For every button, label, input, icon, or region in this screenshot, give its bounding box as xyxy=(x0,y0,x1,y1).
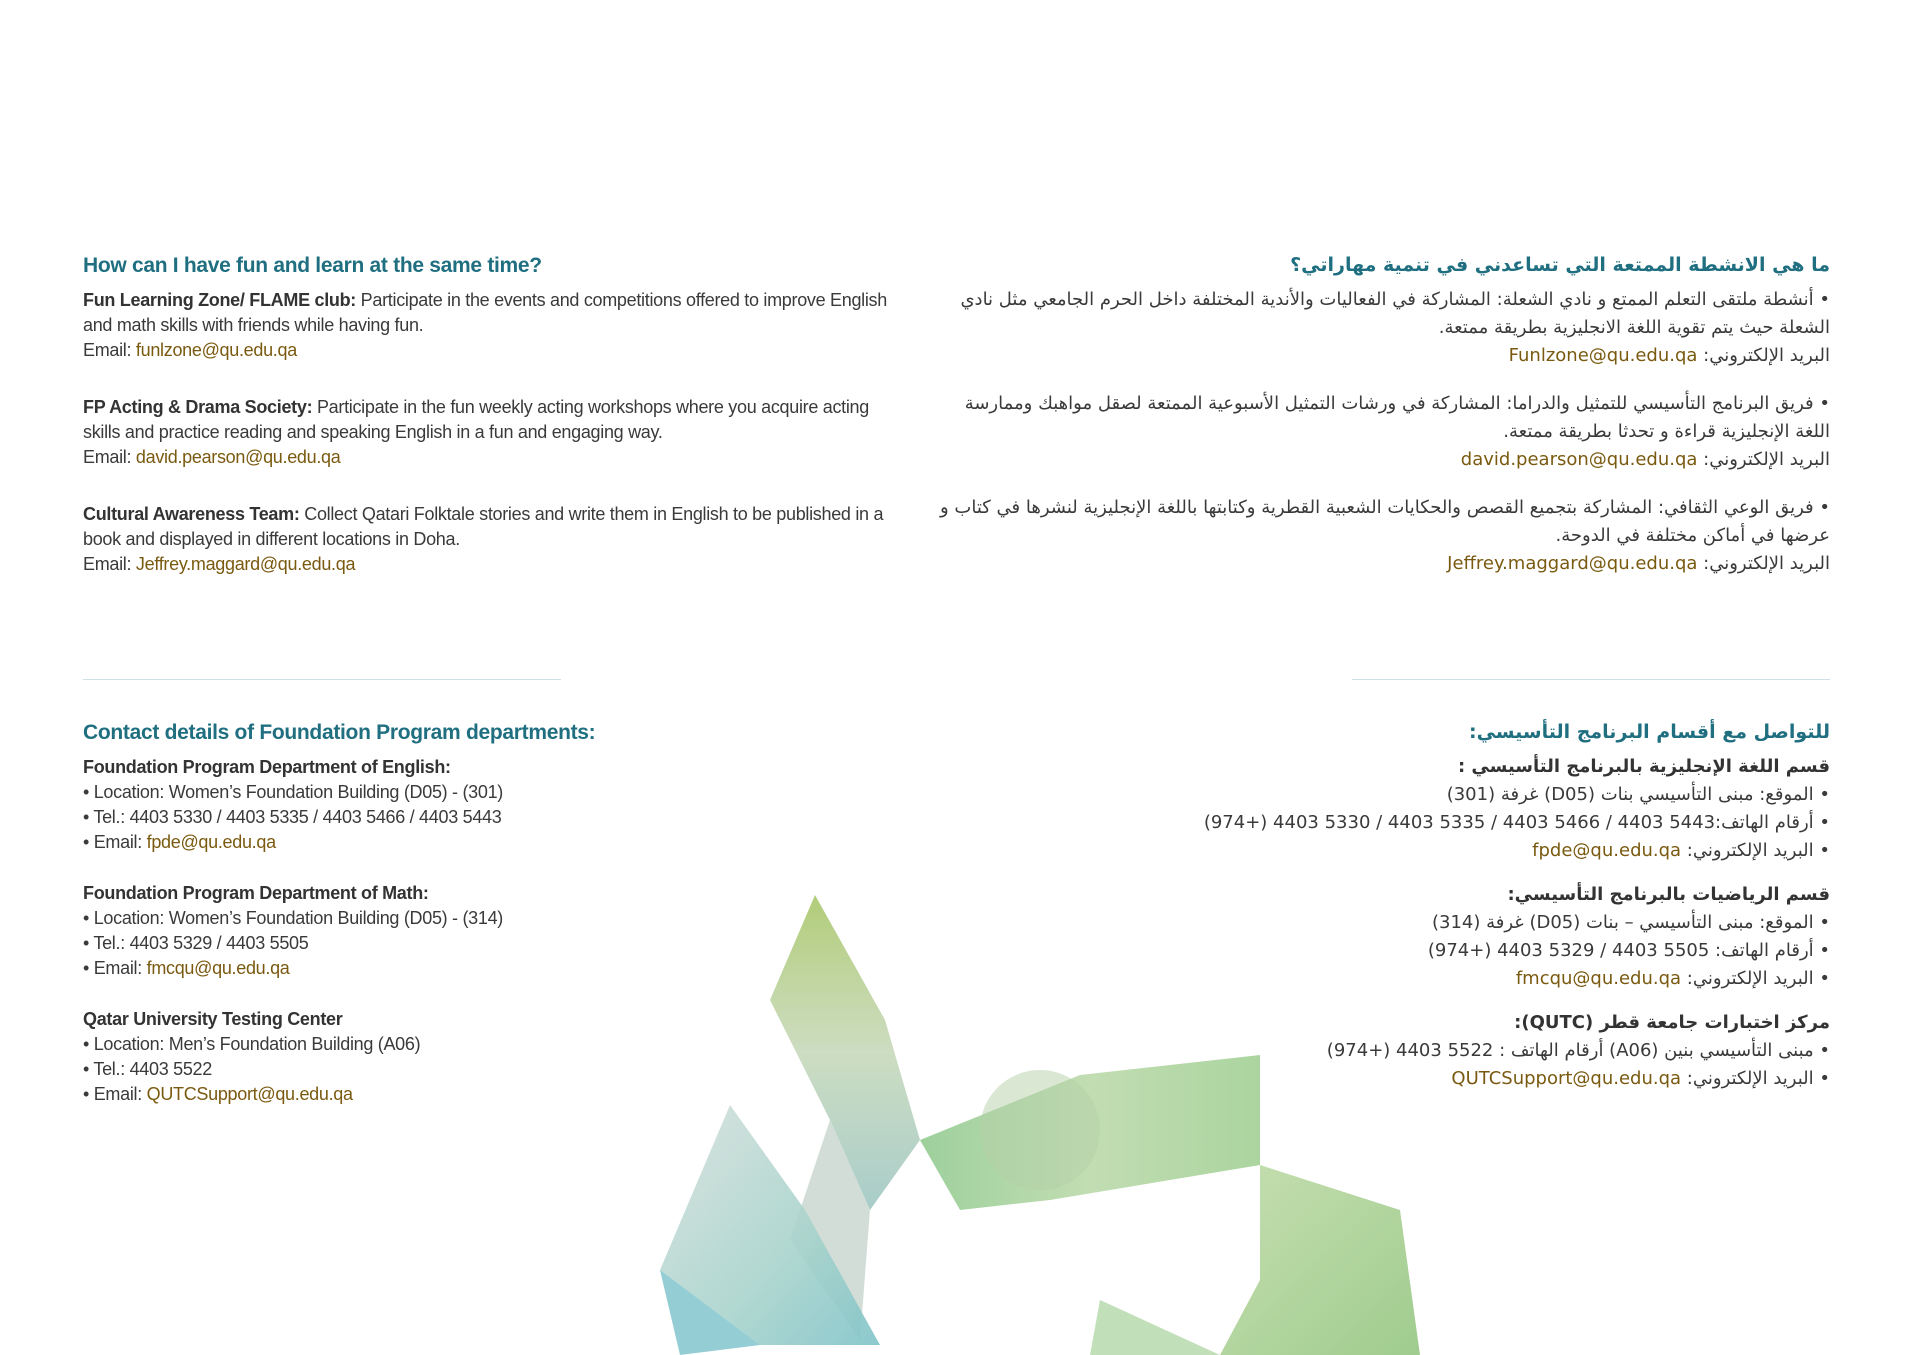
contacts-section-ar xyxy=(1130,721,1830,1109)
email-link[interactable]: funlzone@qu.edu.qa xyxy=(135,340,297,360)
email-link[interactable]: fmcqu@qu.edu.qa xyxy=(1515,968,1682,989)
email-label: Email: xyxy=(83,447,136,467)
activity-description: • أنشطة ملتقى التعلم الممتع و نادي الشعلة: المشاركة في الفعاليات والأندية المختلفة داخل الحرم الجامعي مثل نادي الشعلة حيث يتم تقوية اللغة الانجليزية بطريقة ممتعة. xyxy=(960,289,1830,338)
department-location: • مبنى التأسيسي بنين (A06) أرقام الهاتف : 5522 4403 (+974) xyxy=(1326,1040,1830,1061)
activity-description: Collect Qatari Folktale stories and write them in English to be published in a book and displayed in different locations in Doha. xyxy=(83,504,884,549)
department-location: • Location: Women’s Foundation Building (D05) - (314) xyxy=(83,908,503,928)
activity-description: • فريق البرنامج التأسيسي للتمثيل والدراما: المشاركة في ورشات التمثيل الأسبوعية الممتعة لصقل مواهبك وممارسة اللغة الإنجليزية قراءة و تحدثا بطريقة ممتعة. xyxy=(964,393,1830,442)
activities-title-ar: ما هي الانشطة الممتعة التي تساعدني في تنمية مهاراتي؟ xyxy=(1290,254,1830,276)
activities-title-en: How can I have fun and learn at the same time? xyxy=(83,254,542,277)
activity-drama-society-en xyxy=(83,395,903,470)
department-tel: • Tel.: 4403 5330 / 4403 5335 / 4403 5466 / 4403 5443 xyxy=(83,807,502,827)
department-name: Foundation Program Department of English: xyxy=(83,757,451,777)
activity-drama-society-ar xyxy=(930,390,1830,474)
activity-description: • فريق الوعي الثقافي: المشاركة بتجميع القصص والحكايات الشعبية القطرية وكتابتها باللغة الإنجليزية لنشرها في كتاب و عرضها في أماكن مختلفة في الدوحة. xyxy=(939,497,1830,546)
email-label: Email: xyxy=(83,554,136,574)
email-link[interactable]: Jeffrey.maggard@qu.edu.qa xyxy=(135,554,356,574)
email-label: البريد الإلكتروني: xyxy=(1697,553,1830,574)
contact-math-dept-ar xyxy=(1130,881,1830,993)
department-location: • الموقع: مبنى التأسيسي بنات (D05) غرفة (301) xyxy=(1446,784,1830,805)
activity-flame-club-en xyxy=(83,288,903,363)
contacts-section-en xyxy=(83,721,603,1133)
email-link[interactable]: Funlzone@qu.edu.qa xyxy=(1508,345,1698,366)
email-link[interactable]: Jeffrey.maggard@qu.edu.qa xyxy=(1447,553,1698,574)
email-link[interactable]: QUTCSupport@qu.edu.qa xyxy=(1451,1068,1682,1089)
department-location: • Location: Women’s Foundation Building (D05) - (301) xyxy=(83,782,503,802)
activity-name: Cultural Awareness Team: xyxy=(83,504,300,524)
email-label: • البريد الإلكتروني: xyxy=(1681,1068,1830,1089)
contact-testing-center-en xyxy=(83,1007,603,1107)
department-name: مركز اختبارات جامعة قطر (QUTC): xyxy=(1514,1012,1830,1033)
department-name: قسم اللغة الإنجليزية بالبرنامج التأسيسي : xyxy=(1457,756,1830,777)
email-link[interactable]: QUTCSupport@qu.edu.qa xyxy=(146,1084,353,1104)
email-label: البريد الإلكتروني: xyxy=(1697,345,1830,366)
email-label: Email: xyxy=(83,340,136,360)
activity-cultural-team-ar xyxy=(930,494,1830,578)
email-label: البريد الإلكتروني: xyxy=(1697,449,1830,470)
contact-math-dept-en xyxy=(83,881,603,981)
email-link[interactable]: fpde@qu.edu.qa xyxy=(1532,840,1682,861)
contact-english-dept-ar xyxy=(1130,753,1830,865)
department-location: • الموقع: مبنى التأسيسي – بنات (D05) غرفة (314) xyxy=(1431,912,1830,933)
contact-english-dept-en xyxy=(83,755,603,855)
email-label: • البريد الإلكتروني: xyxy=(1681,840,1830,861)
department-tel: • أرقام الهاتف: 5505 4403 / 5329 4403 (+974) xyxy=(1427,940,1830,961)
activity-name: FP Acting & Drama Society: xyxy=(83,397,313,417)
activity-cultural-team-en xyxy=(83,502,903,577)
email-link[interactable]: fpde@qu.edu.qa xyxy=(146,832,276,852)
email-label: • Email: xyxy=(83,832,147,852)
email-label: • البريد الإلكتروني: xyxy=(1681,968,1830,989)
activity-description: Participate in the fun weekly acting workshops where you acquire acting skills and practice reading and speaking English in a fun and engaging way. xyxy=(83,397,869,442)
email-link[interactable]: fmcqu@qu.edu.qa xyxy=(146,958,290,978)
email-link[interactable]: david.pearson@qu.edu.qa xyxy=(135,447,341,467)
activities-section-en xyxy=(83,254,903,609)
activity-flame-club-ar xyxy=(930,286,1830,370)
section-divider-ar xyxy=(1352,679,1830,680)
department-name: Foundation Program Department of Math: xyxy=(83,883,429,903)
email-label: • Email: xyxy=(83,958,147,978)
contacts-title-en: Contact details of Foundation Program departments: xyxy=(83,721,596,744)
department-name: قسم الرياضيات بالبرنامج التأسيسي: xyxy=(1507,884,1830,905)
department-name: Qatar University Testing Center xyxy=(83,1009,343,1029)
activity-name: Fun Learning Zone/ FLAME club: xyxy=(83,290,356,310)
contacts-title-ar: للتواصل مع أقسام البرنامج التأسيسي: xyxy=(1468,721,1830,743)
activities-section-ar xyxy=(930,254,1830,598)
department-tel: • أرقام الهاتف:5443 4403 / 5466 4403 / 5335 4403 / 5330 4403 (+974) xyxy=(1203,812,1830,833)
activity-description: Participate in the events and competitions offered to improve English and math skills with friends while having fun. xyxy=(83,290,887,335)
department-location: • Location: Men’s Foundation Building (A06) xyxy=(83,1034,421,1054)
section-divider-en xyxy=(83,679,561,680)
contact-testing-center-ar xyxy=(1130,1009,1830,1093)
department-tel: • Tel.: 4403 5522 xyxy=(83,1059,212,1079)
email-link[interactable]: david.pearson@qu.edu.qa xyxy=(1460,449,1698,470)
email-label: • Email: xyxy=(83,1084,147,1104)
department-tel: • Tel.: 4403 5329 / 4403 5505 xyxy=(83,933,309,953)
